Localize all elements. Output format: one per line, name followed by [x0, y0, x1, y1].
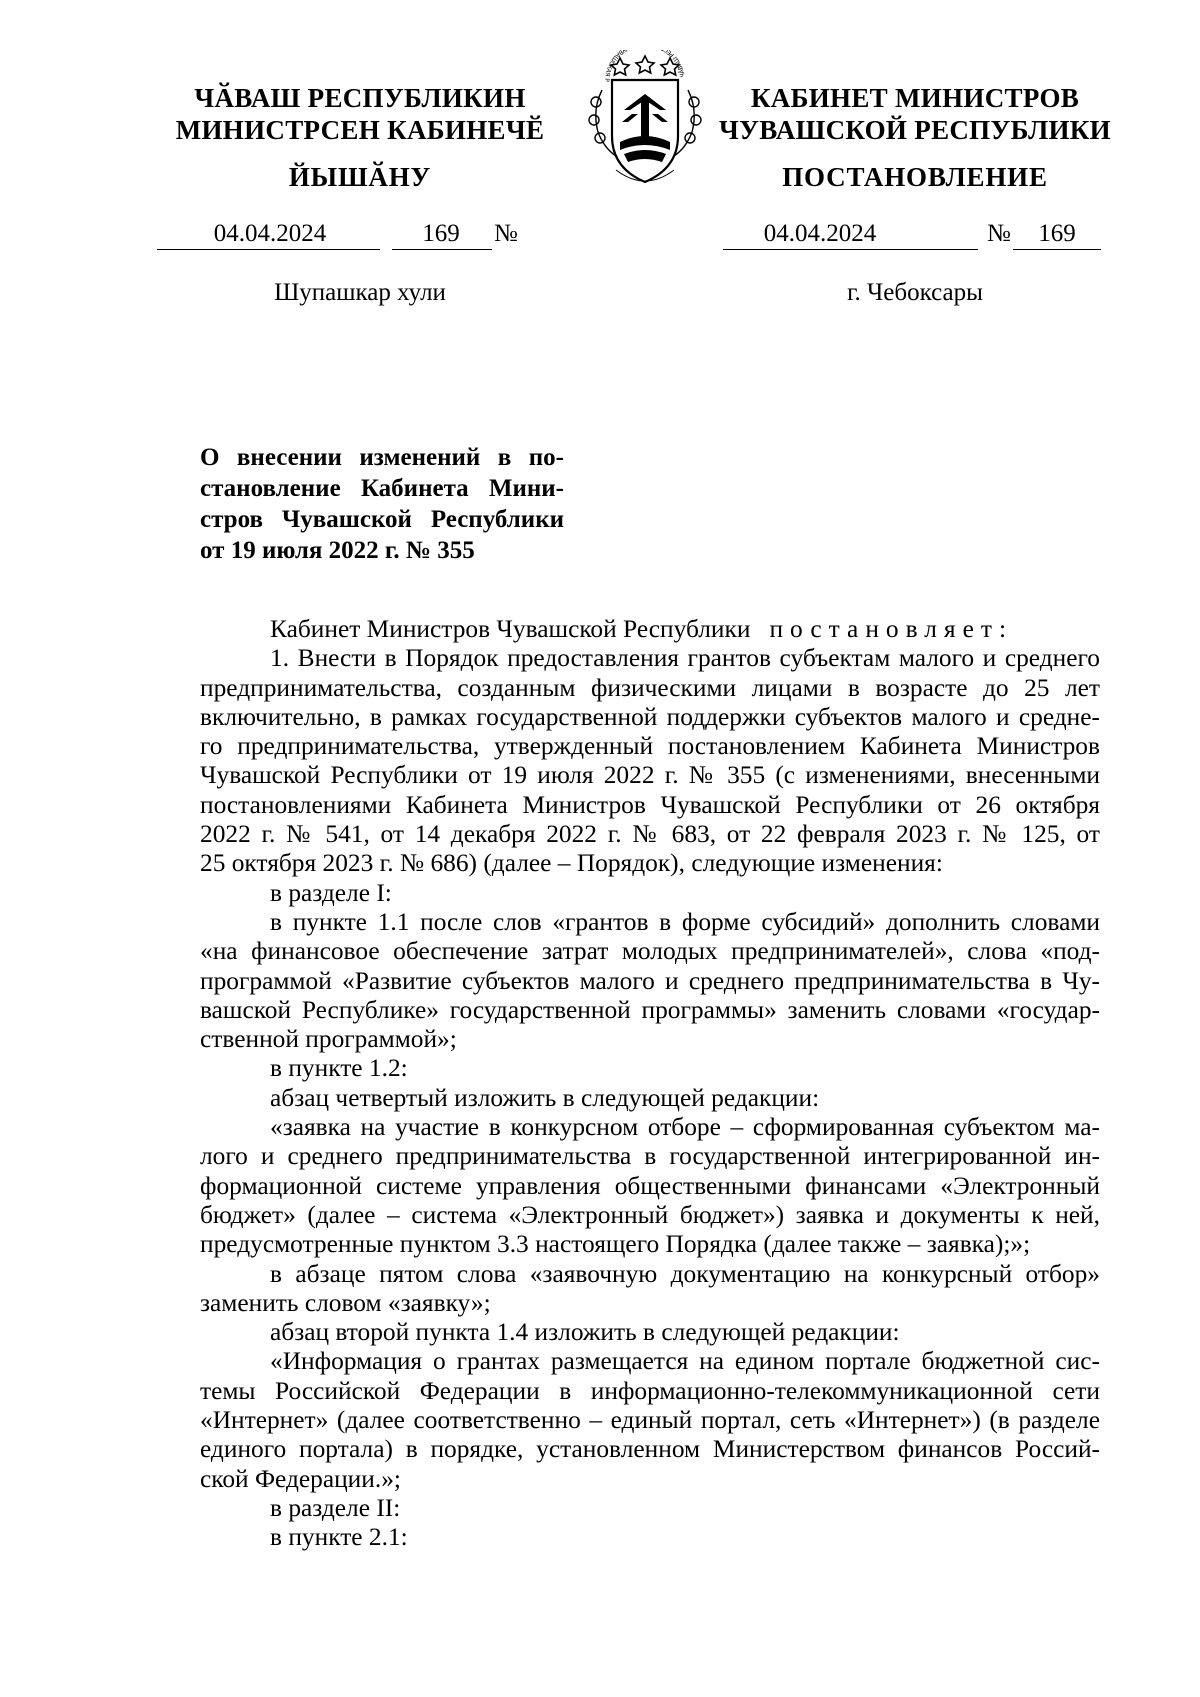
document-body [200, 615, 1100, 1553]
header-right-doc-type: ПОСТАНОВЛЕНИЕ [782, 162, 1048, 192]
header-right-title [705, 82, 1125, 146]
title-line: от 19 июля 2022 г. № 355 [200, 537, 475, 564]
paragraph-line: в разделе II: [270, 1493, 401, 1522]
right-number-sign: № [987, 220, 1011, 247]
paragraph-line: в пункте 1.2: [270, 1054, 408, 1083]
emblem-ring-text: ЧӐВАШ РЕ УВАШСКАЯ Р [602, 50, 687, 82]
paragraph-line: абзац второй пункта 1.4 изложить в следующей редакции: [270, 1318, 900, 1347]
paragraph-line: вашской Республике» государственной программы» заменить словами «государ- [200, 995, 1100, 1024]
paragraph-line: ской Федерации.»; [200, 1464, 401, 1493]
svg-text:ЧӐВАШ РЕСПУБЛИКИ ✦ ЧУВАШСКАЯ Р [572, 50, 687, 82]
header-left-title [150, 82, 570, 146]
intro-text: Кабинет Министров Чувашской Республики [270, 615, 751, 643]
intro-paragraph [200, 615, 1100, 644]
header-right-line2: ЧУВАШСКОЙ РЕСПУБЛИКИ [719, 115, 1111, 145]
title-line: стров Чувашской Республики [200, 506, 564, 533]
header-left-line1: ЧӐВАШ РЕСПУБЛИКИН [194, 83, 526, 113]
paragraph-line: включительно, в рамках государственной поддержки субъектов малого и средне- [200, 702, 1100, 731]
paragraph-line: 2022 г. № 541, от 14 декабря 2022 г. № 683, от 22 февраля 2023 г. № 125, от [200, 820, 1100, 849]
paragraph-line: абзац четвертый изложить в следующей редакции: [270, 1083, 820, 1112]
paragraph-line: в разделе I: [270, 878, 392, 907]
right-city: г. Чебоксары [847, 279, 983, 306]
paragraph-line: «заявка на участие в конкурсном отборе – сформированная субъектом ма- [270, 1113, 1100, 1142]
paragraph-line: в абзаце пятом слова «заявочную документацию на конкурсный отбор» [270, 1259, 1100, 1288]
paragraph-line: лого и среднего предпринимательства в государственной интегрированной ин- [200, 1142, 1100, 1171]
left-number-underline [392, 249, 492, 250]
document-title [200, 442, 564, 566]
left-number-sign: № [494, 220, 518, 247]
paragraph-line: «на финансовое обеспечение затрат молодых предпринимателей», слова «под- [200, 937, 1100, 966]
header-right-line1: КАБИНЕТ МИНИСТРОВ [750, 83, 1080, 113]
paragraph-line: 1. Внести в Порядок предоставления грантов субъектам малого и среднего [270, 644, 1100, 673]
title-line: становление Кабинета Мини- [200, 475, 564, 502]
paragraph-line: заменить словом «заявку»; [200, 1288, 491, 1317]
paragraph-line: бюджет» (далее – система «Электронный бюджет») заявка и документы к ней, [200, 1200, 1100, 1229]
paragraph-line: ственной программой»; [200, 1025, 457, 1054]
left-number: 169 [422, 220, 460, 247]
paragraph-line: темы Российской Федерации в информационно-телекоммуникационной сети [200, 1376, 1100, 1405]
header-left-line2: МИНИСТРСЕН КАБИНЕЧӖ [175, 115, 545, 145]
paragraph-line: постановлениями Кабинета Министров Чувашской Республики от 26 октября [200, 790, 1100, 819]
paragraph-line: в пункте 2.1: [270, 1523, 408, 1552]
intro-verb: постановляет: [769, 615, 1014, 643]
paragraph-line: в пункте 1.1 после слов «грантов в форме субсидий» дополнить словами [270, 907, 1100, 936]
left-date: 04.04.2024 [213, 220, 327, 247]
right-date-underline [723, 249, 978, 250]
header-left-doc-type: ЙЫШӐНУ [288, 162, 432, 192]
right-number: 169 [1038, 220, 1076, 247]
paragraph-line: формационной системе управления общественными финансами «Электронный [200, 1171, 1100, 1200]
paragraph-line: «Информация о грантах размещается на едином портале бюджетной сис- [270, 1347, 1100, 1376]
left-date-underline [157, 249, 380, 250]
paragraph-line: го предпринимательства, утвержденный постановлением Кабинета Министров [200, 732, 1100, 761]
chuvash-coat-of-arms-icon [572, 50, 718, 196]
paragraph-line: предпринимательства, созданным физическими лицами в возрасте до 25 лет [200, 673, 1100, 702]
right-date: 04.04.2024 [763, 220, 877, 247]
paragraph-line: программой «Развитие субъектов малого и среднего предпринимательства в Чу- [200, 966, 1100, 995]
paragraph-line: предусмотренные пунктом 3.3 настоящего Порядка (далее также – заявка);»; [200, 1230, 1031, 1259]
paragraph-line: 25 октября 2023 г. № 686) (далее – Порядок), следующие изменения: [200, 849, 943, 878]
paragraph-line: «Интернет» (далее соответственно – единый портал, сеть «Интернет») (в разделе [200, 1406, 1100, 1435]
right-number-underline [1013, 249, 1101, 250]
paragraph-line: единого портала) в порядке, установленном Министерством финансов Россий- [200, 1435, 1100, 1464]
title-line: О внесении изменений в по- [200, 444, 564, 471]
paragraph-line: Чувашской Республики от 19 июля 2022 г. № 355 (с изменениями, внесенными [200, 761, 1100, 790]
left-city: Шупашкар хули [274, 279, 446, 306]
